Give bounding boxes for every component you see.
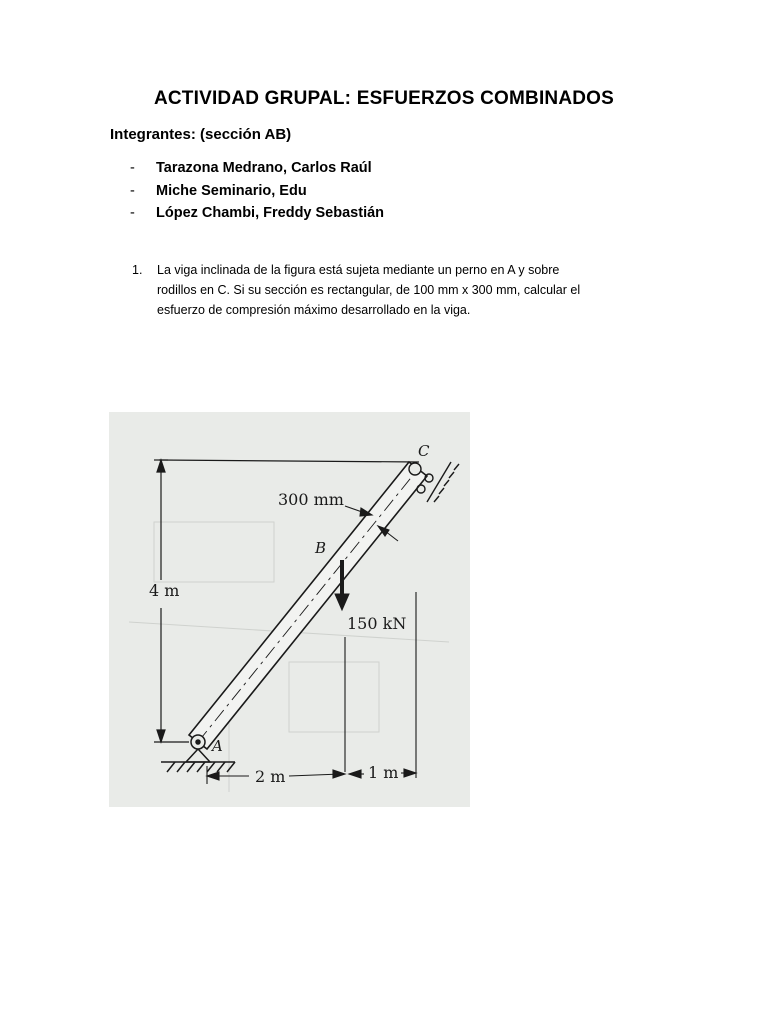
list-item bbox=[130, 180, 384, 203]
bullet-dash: - bbox=[130, 160, 135, 176]
member-name: López Chambi, Freddy Sebastián bbox=[156, 205, 385, 221]
members-heading: Integrantes: (sección AB) bbox=[110, 126, 292, 143]
height-label: 4 m bbox=[149, 581, 180, 600]
question-line: rodillos en C. Si su sección es rectangular, de 100 mm x 300 mm, calcular el bbox=[157, 283, 581, 297]
span-left-label: 2 m bbox=[255, 767, 286, 786]
member-name: Miche Seminario, Edu bbox=[156, 182, 307, 199]
list-item bbox=[130, 202, 384, 225]
point-c-label: C bbox=[418, 442, 430, 460]
question-line: La viga inclinada de la figura está sujeta mediante un perno en A y sobre bbox=[157, 263, 560, 277]
load-label: 150 kN bbox=[347, 614, 407, 633]
member-name: Tarazona Medrano, Carlos Raúl bbox=[156, 160, 372, 176]
page-title: ACTIVIDAD GRUPAL: ESFUERZOS COMBINADOS bbox=[153, 88, 615, 109]
beam-figure bbox=[109, 412, 470, 807]
point-b-label: B bbox=[315, 539, 327, 557]
question-text bbox=[157, 260, 657, 320]
point-a-label: A bbox=[212, 737, 223, 755]
bullet-dash: - bbox=[130, 205, 135, 221]
list-item bbox=[130, 157, 384, 180]
members-list bbox=[130, 157, 384, 225]
pin-support-a bbox=[161, 735, 235, 772]
section-depth-label: 300 mm bbox=[278, 490, 344, 509]
span-right-label: 1 m bbox=[368, 763, 399, 782]
bullet-dash: - bbox=[130, 182, 135, 199]
question-line: esfuerzo de compresión máximo desarrollado en la viga. bbox=[157, 303, 471, 317]
beam-diagram bbox=[109, 412, 470, 807]
question-number: 1. bbox=[132, 263, 143, 277]
